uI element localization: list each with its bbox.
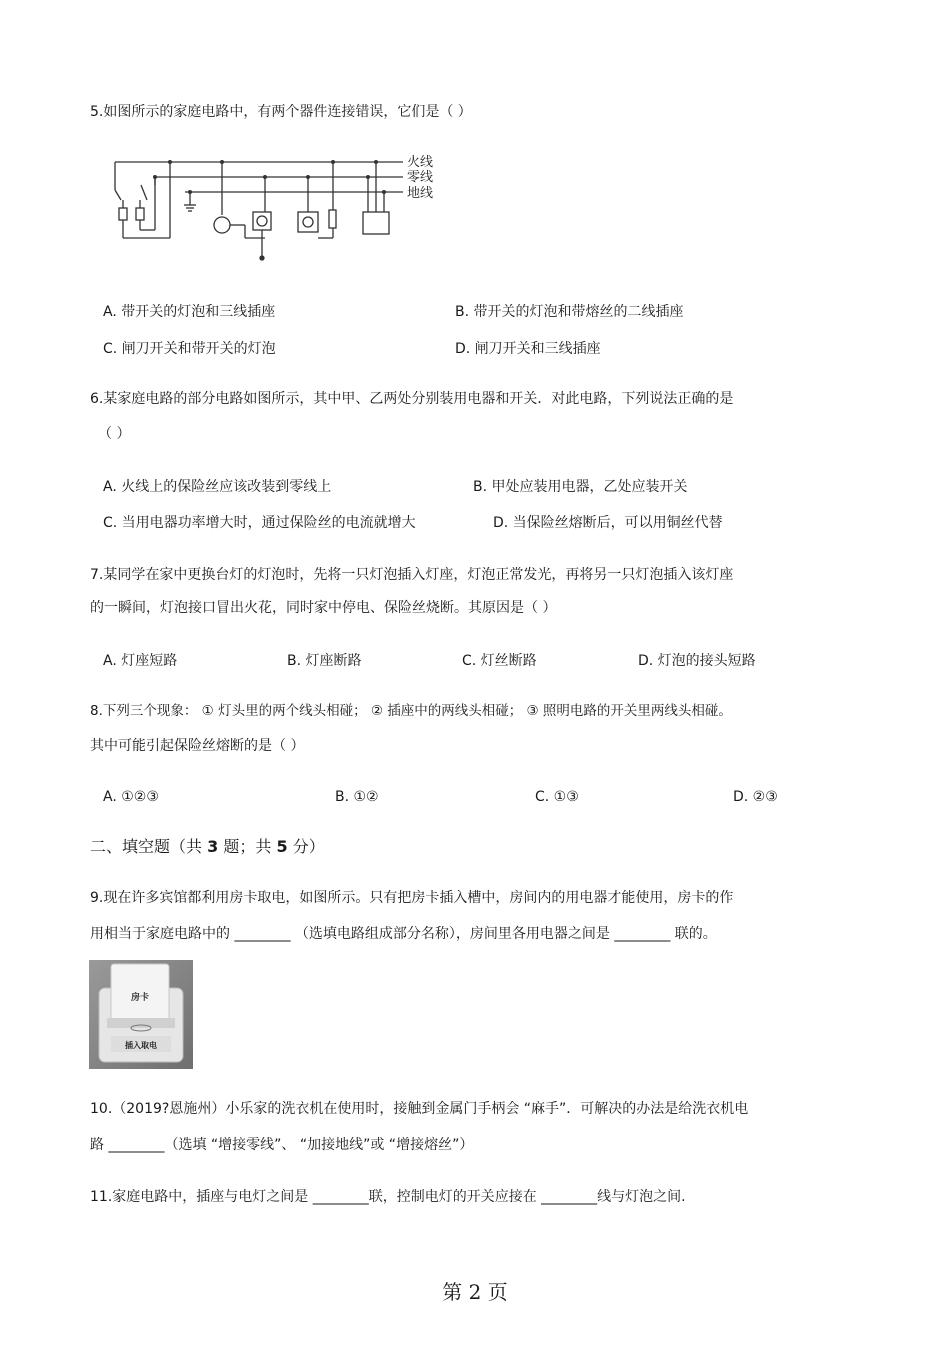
q8-stem-line2: 其中可能引起保险丝熔断的是（ ）	[90, 738, 305, 754]
q5-stem: 5.如图所示的家庭电路中，有两个器件连接错误，它们是（ ）	[90, 104, 472, 120]
q9-stem: 9.现在许多宾馆都利用房卡取电，如图所示。只有把房卡插入槽中，房间内的用电器才能使用，房卡的作	[90, 890, 734, 906]
q5-option-c[interactable]: C. 闸刀开关和带开关的灯泡	[103, 341, 276, 357]
q8-option-a[interactable]: A. ①②③	[103, 789, 159, 805]
neutral-wire-label: 零线	[407, 170, 434, 185]
q5-circuit-diagram	[95, 150, 445, 265]
section-2-suffix: 分）	[292, 837, 325, 856]
q7-option-d[interactable]: D. 灯泡的接头短路	[638, 653, 756, 669]
room-card-photo	[89, 960, 193, 1069]
q5-option-d[interactable]: D. 闸刀开关和三线插座	[455, 341, 601, 357]
q6-option-d[interactable]: D. 当保险丝熔断后，可以用铜丝代替	[493, 515, 723, 531]
q7-option-b[interactable]: B. 灯座断路	[287, 653, 362, 669]
section-2-prefix: 二、填空题（共	[90, 837, 203, 856]
live-wire-label: 火线	[407, 155, 434, 170]
q7-stem: 7.某同学在家中更换台灯的灯泡时，先将一只灯泡插入灯座，灯泡正常发光，再将另一只灯泡插入该灯座	[90, 567, 734, 583]
q6-option-c[interactable]: C. 当用电器功率增大时，通过保险丝的电流就增大	[103, 515, 416, 531]
q11-stem: 11.家庭电路中，插座与电灯之间是 ________联，控制电灯的开关应接在 ________线与灯泡之间.	[90, 1189, 686, 1205]
q8-option-d[interactable]: D. ②③	[733, 789, 778, 805]
q5-option-a[interactable]: A. 带开关的灯泡和三线插座	[103, 304, 276, 320]
slot-label: 插入取电	[125, 1041, 157, 1050]
section-2-mid: 题；共	[223, 837, 272, 856]
q6-option-a[interactable]: A. 火线上的保险丝应该改装到零线上	[103, 479, 332, 495]
q8-stem: 8.下列三个现象： ① 灯头里的两个线头相碰； ② 插座中的两线头相碰； ③ 照明电路的开关里两线头相碰。	[90, 703, 732, 719]
section-2-score: 5	[276, 837, 288, 856]
q7-option-c[interactable]: C. 灯丝断路	[462, 653, 537, 669]
q10-stem: 10.（2019?恩施州）小乐家的洗衣机在使用时，接触到金属门手柄会 “麻手”．可解决的办法是给洗衣机电	[90, 1101, 749, 1117]
q7-option-a[interactable]: A. 灯座短路	[103, 653, 178, 669]
q10-stem-line2: 路 ________（选填 “增接零线”、 “加接地线”或 “增接熔丝”）	[90, 1137, 474, 1153]
card-label: 房卡	[130, 993, 150, 1003]
q8-option-b[interactable]: B. ①②	[335, 789, 379, 805]
q6-stem-answer: （ ）	[98, 426, 131, 442]
section-2-heading	[90, 837, 325, 857]
q7-stem-line2: 的一瞬间，灯泡接口冒出火花，同时家中停电、保险丝烧断。其原因是（ ）	[90, 600, 557, 616]
page-number: 第 2 页	[442, 1280, 508, 1304]
q6-option-b[interactable]: B. 甲处应装用电器，乙处应装开关	[473, 479, 688, 495]
ground-wire-label: 地线	[407, 186, 434, 201]
q5-option-b[interactable]: B. 带开关的灯泡和带熔丝的二线插座	[455, 304, 684, 320]
q8-option-c[interactable]: C. ①③	[535, 789, 579, 805]
q9-stem-line2: 用相当于家庭电路中的 ________ （选填电路组成部分名称），房间里各用电器之间是 ________ 联的。	[90, 926, 717, 942]
q6-stem: 6.某家庭电路的部分电路如图所示，其中甲、乙两处分别装用电器和开关．对此电路，下列说法正确的是	[90, 391, 734, 407]
section-2-count: 3	[207, 837, 219, 856]
